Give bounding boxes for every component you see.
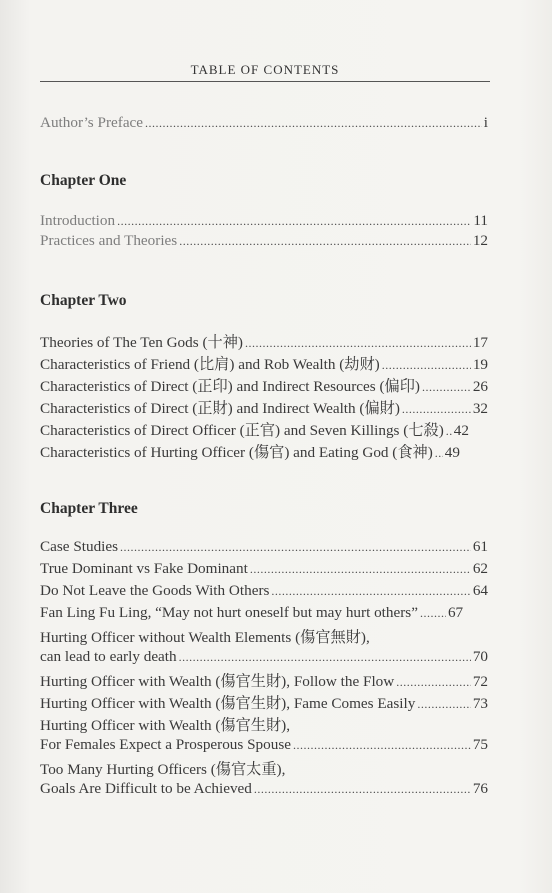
toc-entry[interactable]	[40, 692, 488, 714]
toc-entry[interactable]	[40, 212, 488, 234]
toc-entry-title: Characteristics of Direct (正財) and Indirect Wealth (偏財)	[40, 400, 400, 417]
dot-leader	[179, 650, 471, 665]
dot-leader	[179, 234, 471, 249]
toc-entry[interactable]	[40, 648, 488, 670]
dot-leader	[402, 402, 471, 417]
toc-entry-title: Author’s Preface	[40, 114, 144, 131]
toc-entry-page: 32	[472, 400, 488, 417]
toc-entry-title: Theories of The Ten Gods (十神)	[40, 334, 243, 351]
header-rule	[40, 81, 490, 82]
toc-entry-title: Characteristics of Friend (比肩) and Rob Wealth (劫财)	[40, 356, 380, 373]
dot-leader	[145, 116, 482, 131]
toc-entry-page: 49	[444, 444, 460, 461]
toc-entry-title: Characteristics of Direct Officer (正官) and Seven Killings (七殺)	[40, 422, 444, 439]
toc-entry-page: 72	[472, 673, 488, 690]
toc-entry[interactable]	[40, 670, 488, 692]
toc-entry-page: 76	[472, 780, 488, 797]
toc-entry-title: For Females Expect a Prosperous Spouse	[40, 736, 291, 753]
toc-entry[interactable]	[40, 397, 488, 419]
toc-entry-title: Do Not Leave the Goods With Others	[40, 582, 270, 599]
toc-entry[interactable]	[40, 604, 488, 626]
toc-entry-title: Practices and Theories	[40, 232, 178, 249]
page-header-title: TABLE OF CONTENTS	[190, 62, 340, 77]
dot-leader	[435, 446, 443, 461]
toc-entry-page: i	[483, 114, 488, 131]
toc-entry[interactable]	[40, 441, 488, 463]
dot-leader	[120, 540, 471, 555]
toc-entry-page: 70	[472, 648, 488, 665]
toc-entry[interactable]	[40, 232, 488, 254]
toc-entry-page: 73	[472, 695, 488, 712]
dot-leader	[382, 358, 471, 373]
dot-leader	[417, 697, 471, 712]
toc-entry-title: Case Studies	[40, 538, 119, 555]
dot-leader	[293, 738, 471, 753]
dot-leader	[250, 562, 471, 577]
chapter-heading: Chapter Three	[40, 500, 138, 517]
toc-entry[interactable]	[40, 419, 488, 441]
dot-leader	[420, 606, 446, 621]
toc-entry-page: 75	[472, 736, 488, 753]
toc-entry-title: True Dominant vs Fake Dominant	[40, 560, 248, 577]
chapter-heading: Chapter Two	[40, 292, 127, 309]
toc-entry-title: Fan Ling Fu Ling, “May not hurt oneself but may hurt others”	[40, 604, 418, 621]
toc-entry[interactable]	[40, 375, 488, 397]
toc-entry-page: 17	[472, 334, 488, 351]
toc-entry-title: Hurting Officer with Wealth (傷官生財), Fame Comes Easily	[40, 695, 416, 712]
dot-leader	[117, 214, 471, 229]
toc-entry-page: 62	[472, 560, 488, 577]
toc-entry-title: Characteristics of Direct (正印) and Indirect Resources (偏印)	[40, 378, 420, 395]
toc-entry-page: 67	[447, 604, 464, 621]
toc-entry-page: 42	[453, 422, 469, 439]
toc-entry[interactable]	[40, 538, 488, 560]
toc-entry-title: Introduction	[40, 212, 116, 229]
toc-entry-first-line: Too Many Hurting Officers (傷官太重),	[40, 761, 286, 778]
toc-entry-page: 26	[472, 378, 488, 395]
dot-leader	[396, 675, 471, 690]
toc-entry-page: 12	[472, 232, 488, 249]
toc-entry-title: Hurting Officer with Wealth (傷官生財), Follow the Flow	[40, 673, 395, 690]
dot-leader	[245, 336, 471, 351]
dot-leader	[422, 380, 471, 395]
dot-leader	[446, 424, 452, 439]
toc-entry[interactable]	[40, 560, 488, 582]
toc-entry-preface[interactable]	[40, 114, 488, 136]
toc-entry-page: 11	[473, 212, 488, 229]
dot-leader	[271, 584, 470, 599]
chapter-heading: Chapter One	[40, 172, 127, 189]
toc-entry-first-line: Hurting Officer without Wealth Elements (傷官無財),	[40, 629, 370, 646]
toc-entry-first-line: Hurting Officer with Wealth (傷官生財),	[40, 717, 291, 734]
toc-entry[interactable]	[40, 780, 488, 802]
toc-entry[interactable]	[40, 736, 488, 758]
toc-entry-page: 19	[472, 356, 488, 373]
dot-leader	[254, 782, 471, 797]
toc-entry-page: 61	[472, 538, 488, 555]
toc-entry-title: Characteristics of Hurting Officer (傷官) and Eating God (食神)	[40, 444, 433, 461]
toc-entry-page: 64	[472, 582, 488, 599]
toc-entry[interactable]	[40, 353, 488, 375]
toc-entry[interactable]	[40, 582, 488, 604]
toc-entry-title: Goals Are Difficult to be Achieved	[40, 780, 252, 797]
toc-entry-title: can lead to early death	[40, 648, 177, 665]
toc-entry[interactable]	[40, 331, 488, 353]
